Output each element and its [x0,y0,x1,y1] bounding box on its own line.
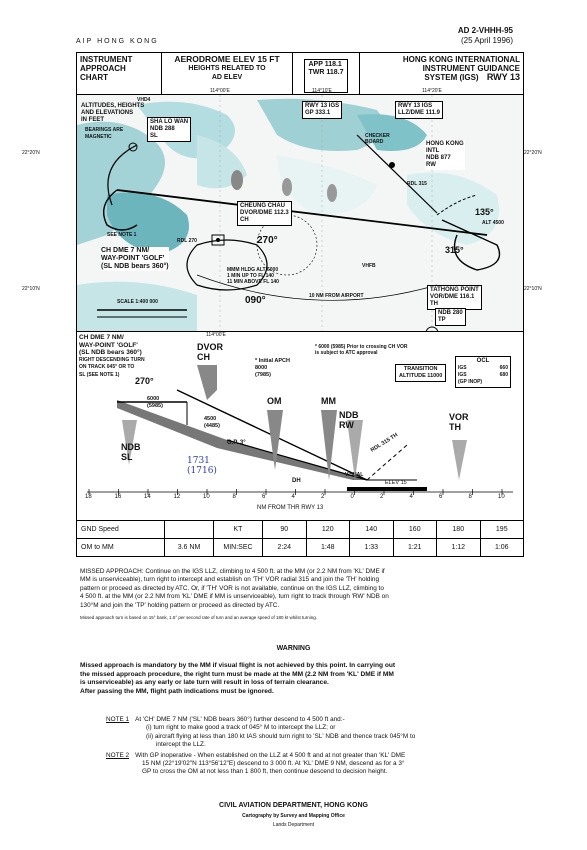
missed-approach-footnote: Missed approach turn is based on 15° bank, 1.5° per second rate of turn and an average speed of 180 kt whilst turning. [80,615,317,621]
aerodrome-elevation: ELEV 15 [385,480,407,486]
map-scale: SCALE 1:400 000 [117,299,158,305]
footer-lands: Lands Department [272,822,315,828]
see-note-1: SEE NOTE 1 [107,232,137,238]
igs-llz-box: RWY 13 IGS LLZ/DME 111.9 [395,101,443,119]
legend-bearings: BEARINGS ARE MAGNETIC [85,127,124,140]
vhd4-label: VHD4 [137,97,151,103]
missed-approach-text: MISSED APPROACH: Continue on the IGS LLZ, climbing to 4 500 ft. at the MM (or 2.2 NM from 'KL' DME if MM is unserviceable), turn right to intercept and establish on 'TH' VOR radial 315 and join the 'TH' holding pattern or proceed as directed by ATC. Or, if 'TH' VOR is not available, continue on the IGS LLZ, climbing to 4 500 ft. at the MM (or 2.2 NM from 'KL' DME if MM is unserviceable), turn right to track through 'RW' NDB on 130°M and join the 'TP' holding pattern or proceed as directed by ATC. Missed approach turn is based on 15° bank, 1.5° per second rate of turn and an average speed of 180 kt whilst turning. [80,568,520,622]
initial-approach: * Initial APCH 8000 (7985) [255,358,290,378]
lon-a-bottom: 114°00'E [206,332,226,338]
axis-tick-label: 0 [350,494,354,500]
distance-axis-label: NM FROM THR RWY 13 [257,505,324,511]
tp-ndb: NDB 280 TP [435,308,466,326]
heading-135: 135° [475,207,494,217]
vhf3-label: VHFB [362,263,376,269]
lon-a: 114°00'E [210,88,230,94]
table-row: GND Speed KT 90 120 140 160 180 195 [77,521,524,539]
rdl-270: RDL 270 [177,238,197,244]
note-6000: * 6000 (5985) Prior to crossing CH VOR is subject to ATC approval [315,344,408,356]
runway-label: RWY 13 [486,72,520,82]
axis-tick-label: 6 [439,494,443,500]
hk-intl-ndb: HONG KONG INTL NDB 877 RW [426,141,464,168]
vor-th: VOR TH [449,412,469,432]
map-rdl-315: RDL 315 [407,181,427,187]
app-frequency: APP 118.1 [308,61,342,68]
alt-4500-profile: 4500 (4485) [204,416,220,429]
cheung-chau-dvor: CHEUNG CHAU DVOR/DME 112.3 CH [237,201,292,226]
outer-marker: OM [267,396,282,406]
note2-label: NOTE 2 [106,751,130,759]
axis-tick-label: 18 [85,494,92,500]
ndb-rw: NDB RW [339,410,359,430]
chart-type: INSTRUMENT APPROACH CHART [77,53,162,95]
legend-altitudes: ALTITUDES, HEIGHTS AND ELEVATIONS IN FEET [81,103,145,123]
profile-heading-270: 270° [135,376,154,386]
title-strip [76,52,524,96]
tathong-vor: TATHONG POINT VOR/DME 116.1 TH [427,285,482,310]
decision-height: DH [292,478,301,484]
handwritten-altitude: 1731 (1716) [187,456,217,476]
heading-270: 270° [257,235,278,246]
heading-315: 315° [445,245,464,255]
footer-cartography: Cartography by Survey and Mapping Office [242,813,345,819]
sha-lo-wan-ndb: SHA LO WAN NDB 288 SL [147,117,191,142]
ocl-box: OCL IGS 660 IGS 680 (GP INOP) [455,356,511,388]
axis-tick-label: 8 [232,494,236,500]
axis-tick-label: 10 [498,494,505,500]
axis-tick-label: 14 [144,494,151,500]
lat-top: 22°20'N [22,150,40,156]
aerodrome-info: AERODROME ELEV 15 FT HEIGHTS RELATED TO AD ELEV [162,53,293,95]
axis-tick-label: 4 [291,494,295,500]
lat-bottom: 22°10'N [22,286,40,292]
publication-name: AIP HONG KONG [76,38,159,45]
lon-c: 114°20'E [422,88,442,94]
ch-dme-waypoint: CH DME 7 NM/ WAY-POINT 'GOLF' (SL NDB bears 360°) [101,247,169,270]
plan-view-map [76,94,524,332]
page-reference [458,26,513,46]
lon-b: 114°10'E [312,88,332,94]
chart-ref: AD 2-VHHH-95 [457,26,513,35]
footer-department: CIVIL AVIATION DEPARTMENT, HONG KONG [219,802,368,809]
axis-tick-label: 2 [321,494,325,500]
airport-title: HONG KONG INTERNATIONAL INSTRUMENT GUIDANCE SYSTEM (IGS) RWY 13 [402,55,520,82]
notes: NOTE 1 At 'CH' DME 7 NM ('SL' NDB bears 360°) further descend to 4 500 ft and:- (i) turn right to make good a track of 045° M to intercept the LLZ; or (ii) aircraft flying at less than 180 kt IAS should turn right to 'SL' NDB and thence track 045°M to intercept the LLZ. NOTE 2 With GP inoperative - When established on the LLZ at 4 500 ft and at not greater than 'KL' DME 15 NM (22°19'02"N 113°56'12"E) descend to 3 000 ft. At 'KL' DME 9 NM, descend as for a 3° GP to cross the OM at not less than 1 800 ft, then continue descend to decision height. [106,716,416,776]
profile-dvor-ch: DVOR CH [197,342,224,362]
axis-tick-label: 6 [262,494,266,500]
warning-title: WARNING [276,645,311,652]
glide-path: G.P. 3° [227,440,246,446]
axis-tick-label: 8 [468,494,472,500]
twr-frequency: TWR 118.7 [308,69,344,76]
visual-segment: VISUAL [345,472,364,478]
alt-6000: 6000 (5985) [147,396,163,409]
axis-tick-label: 12 [173,494,181,500]
profile-waypoint-golf: CH DME 7 NM/ WAY-POINT 'GOLF' (SL NDB bears 360°) RIGHT DESCENDING TURN ON TRACK 045° OR TO SL (SEE NOTE 1) [79,334,145,378]
warning-text: Missed approach is mandatory by the MM if visual flight is not achieved by this point. In carrying out the missed approach procedure, the right turn must be made at the MM (2.2 NM from 'KL' DME if MM is unserviceable) as any early or late turn will result in loss of terrain clearance. After passing the MM, flight path indications must be ignored. [80,662,396,695]
axis-tick-label: 2 [380,494,384,500]
checker-board: CHECKER BOARD [365,133,390,145]
heading-090: 090° [245,295,266,306]
axis-tick-label: 16 [114,494,122,500]
axis-tick-label: 4 [409,494,413,500]
transition-altitude: TRANSITION ALTITUDE 11000 [395,364,446,382]
ndb-sl: NDB SL [121,442,141,462]
ten-nm-arc: 10 NM FROM AIRPORT [309,293,364,299]
alt-4500: ALT 4500 [482,220,504,226]
mm-holding: MMM HLDG ALT 6000 1 MIN UP TO FL 140 11 MIN ABOVE FL 140 [227,267,279,285]
lat-top-right: 22°20'N [524,150,542,156]
profile-rdl-315: RDL 315 TH [369,432,400,454]
note1-label: NOTE 1 [106,716,130,723]
table-row: OM to MM 3.6 NM MIN:SEC 2:24 1:48 1:33 1:21 1:12 1:06 [77,539,524,557]
chart-date: (25 April 1996) [460,36,513,45]
middle-marker: MM [321,396,336,406]
axis-tick-label: 10 [203,494,210,500]
timing-table [76,520,524,557]
profile-view [76,330,524,521]
lat-bottom-right: 22°10'N [524,286,542,292]
igs-gp-box: RWY 13 IGS GP 333.1 [302,101,342,119]
